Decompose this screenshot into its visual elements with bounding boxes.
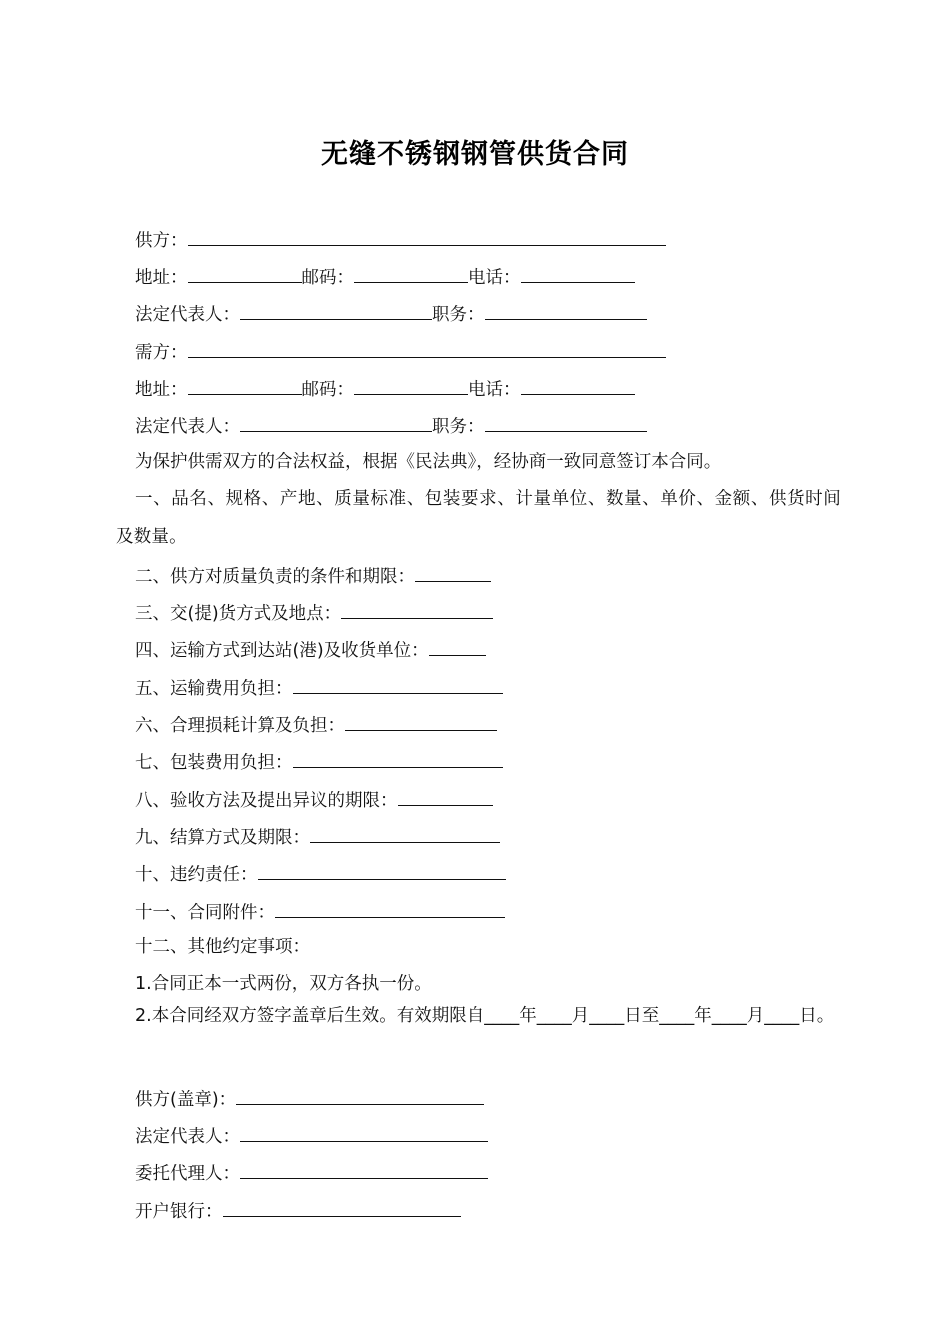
clause-7-line	[135, 748, 503, 775]
clause-7-label: 七、包装费用负担：	[135, 753, 293, 773]
buyer-address-blank	[188, 375, 302, 395]
clause-4-line	[135, 636, 486, 663]
clause-8-label: 八、验收方法及提出异议的期限：	[135, 791, 398, 811]
agent-line	[135, 1159, 488, 1186]
clause-11-blank	[275, 898, 505, 918]
clause-9-blank	[310, 823, 500, 843]
clause-4-label: 四、运输方式到达站(港)及收货单位：	[135, 641, 429, 661]
agent-label: 委托代理人：	[135, 1164, 240, 1184]
supplier-phone-blank	[521, 263, 635, 283]
clause-6-line	[135, 711, 497, 738]
clause-5-line	[135, 674, 503, 701]
clause-8-line	[135, 786, 493, 813]
bank-label: 开户银行：	[135, 1202, 223, 1222]
supplier-postcode-blank	[354, 263, 468, 283]
clause-10-line	[135, 860, 506, 887]
clause-2-blank	[415, 562, 491, 582]
buyer-blank	[188, 338, 666, 358]
clause-12-label: 十二、其他约定事项：	[135, 937, 310, 957]
signature-legal-rep-line	[135, 1122, 488, 1149]
supplier-seal-line	[135, 1085, 484, 1112]
buyer-phone-label: 电话：	[468, 380, 521, 400]
buyer-position-blank	[485, 412, 647, 432]
clause-4-blank	[429, 636, 486, 656]
supplier-address-label: 地址：	[135, 268, 188, 288]
supplier-line	[135, 226, 666, 253]
bank-blank	[223, 1197, 461, 1217]
supplier-legal-rep-label: 法定代表人：	[135, 305, 240, 325]
clause-3-blank	[341, 599, 493, 619]
clause-3-label: 三、交(提)货方式及地点：	[135, 604, 342, 624]
clause-7-blank	[293, 748, 503, 768]
supplier-position-blank	[485, 300, 647, 320]
supplier-blank	[188, 226, 666, 246]
supplier-address-blank	[188, 263, 302, 283]
buyer-position-label: 职务：	[432, 417, 485, 437]
buyer-address-label: 地址：	[135, 380, 188, 400]
buyer-address-line	[135, 375, 635, 402]
supplier-postcode-label: 邮码：	[301, 268, 354, 288]
buyer-line	[135, 338, 666, 365]
clause-12-line	[135, 935, 310, 959]
intro-paragraph: 为保护供需双方的合法权益，根据《民法典》，经协商一致同意签订本合同。	[135, 452, 722, 472]
buyer-legal-rep-label: 法定代表人：	[135, 417, 240, 437]
clause-6-label: 六、合理损耗计算及负担：	[135, 716, 345, 736]
clause-2-label: 二、供方对质量负责的条件和期限：	[135, 567, 415, 587]
clause-2-line	[135, 562, 491, 589]
term-1: 1.合同正本一式两份，双方各执一份。	[135, 974, 432, 994]
clause-5-label: 五、运输费用负担：	[135, 679, 293, 699]
buyer-postcode-label: 邮码：	[301, 380, 354, 400]
clause-8-blank	[398, 786, 493, 806]
supplier-legal-rep-line	[135, 300, 647, 327]
clause-6-blank	[345, 711, 497, 731]
supplier-position-label: 职务：	[432, 305, 485, 325]
signature-legal-rep-label: 法定代表人：	[135, 1127, 240, 1147]
supplier-seal-blank	[236, 1085, 484, 1105]
supplier-address-line	[135, 263, 635, 290]
buyer-legal-rep-blank	[240, 412, 432, 432]
clause-11-line	[135, 898, 505, 925]
clause-11-label: 十一、合同附件：	[135, 903, 275, 923]
agent-blank	[240, 1159, 488, 1179]
supplier-seal-label: 供方(盖章)：	[135, 1090, 237, 1110]
bank-line	[135, 1197, 461, 1224]
supplier-phone-label: 电话：	[468, 268, 521, 288]
buyer-phone-blank	[521, 375, 635, 395]
buyer-legal-rep-line	[135, 412, 647, 439]
document-title: 无缝不锈钢钢管供货合同	[321, 139, 629, 170]
signature-legal-rep-blank	[240, 1122, 488, 1142]
clause-1: 一、品名、规格、产地、质量标准、包装要求、计量单位、数量、单价、金额、供货时间及数量。	[116, 489, 841, 547]
clause-10-blank	[258, 860, 506, 880]
clause-10-label: 十、违约责任：	[135, 865, 258, 885]
supplier-legal-rep-blank	[240, 300, 432, 320]
clause-5-blank	[293, 674, 503, 694]
clause-9-line	[135, 823, 500, 850]
clause-9-label: 九、结算方式及期限：	[135, 828, 310, 848]
buyer-postcode-blank	[354, 375, 468, 395]
supplier-label: 供方：	[135, 231, 188, 251]
buyer-label: 需方：	[135, 343, 188, 363]
clause-3-line	[135, 599, 493, 626]
term-2: 2.本合同经双方签字盖章后生效。有效期限自____年____月____日至____年____月____日。	[135, 1006, 835, 1026]
